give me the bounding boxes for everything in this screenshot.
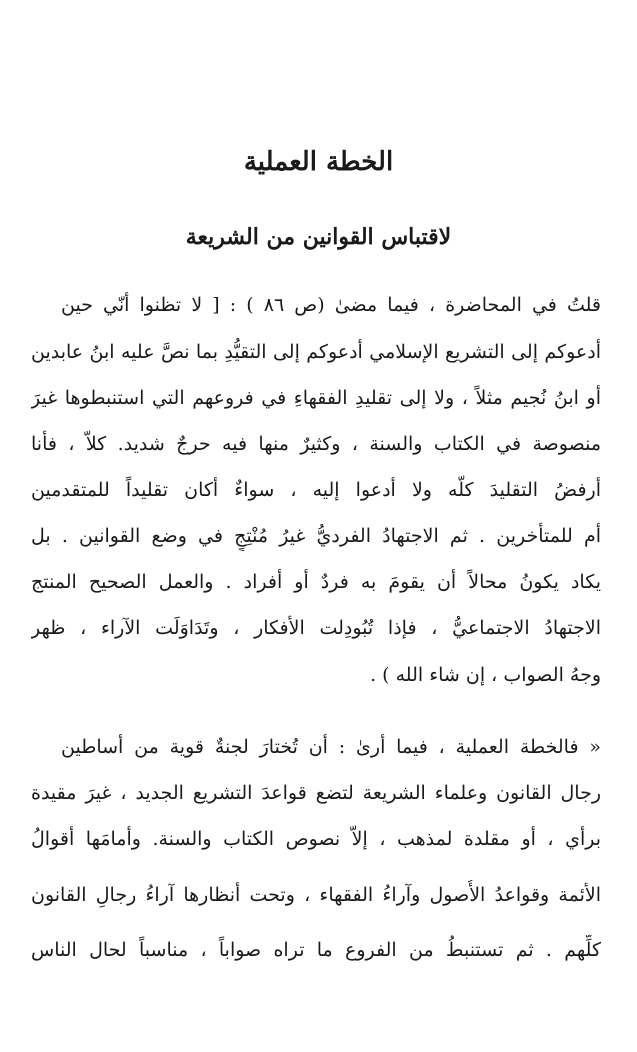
text-line: الاجتهادُ الاجتماعيُّ ، فإذا تُبُودِلت الأفكار ، وتَدَاوَلَت الآراء ، ظهر [31,617,601,639]
text-line: منصوصة في الكتاب والسنة ، وكثيرٌ منها فيه حرجٌ شديد. كلاّ ، فأنا [31,433,601,455]
text-line: برأي ، أو مقلدة لمذهب ، إلاّ نصوص الكتاب والسنة. وأمامَها أقوالُ [31,828,601,850]
text-line: يكاد يكونُ محالاً أن يقومَ به فردٌ أو أفراد . والعمل الصحيح المنتج [31,571,601,593]
text-line: أم للمتأخرين . ثم الاجتهادُ الفرديُّ غيرُ مُنْتِجٍ في وضع القوانين . بل [31,525,601,547]
text-line: وجهُ الصواب ، إن شاء الله ) . [370,664,601,686]
text-line: « فالخطة العملية ، فيما أرىٰ : أن تُختارَ لجنةٌ قوية من أساطين [61,736,601,758]
text-line: كلِّهم . ثم تستنبطُ من الفروع ما تراه صواباً ، مناسباً لحال الناس [31,939,601,961]
text-line: قلتُ في المحاضرة ، فيما مضىٰ (ص ٨٦ ) : [ لا تظنوا أنّي حين [61,294,601,316]
text-line: أو ابنُ نُجيم مثلاً ، ولا إلى تقليدِ الفقهاءِ في فروعهم التي استنبطوها غيرَ [31,387,601,409]
text-line: أرفضُ التقليدَ كلَّه ولا أدعوا إليه ، سواءٌ أكان تقليداً للمتقدمين [31,479,601,501]
text-line: أدعوكم إلى التشريع الإسلامي أدعوكم إلى التقيُّدِ بما نصَّ عليه ابنُ عابدين [31,341,601,363]
page-title: الخطة العملية [243,147,394,177]
text-line: الأئمة وقواعدُ الأُصول وآراءُ الفقهاء ، وتحت أنظارها آراءُ رجالِ القانون [31,884,601,906]
page-subtitle: لاقتباس القوانين من الشريعة [185,224,452,250]
text-line: رجال القانون وعلماء الشريعة لتضع قواعدَ التشريع الجديد ، غيرَ مقيدة [31,782,601,804]
